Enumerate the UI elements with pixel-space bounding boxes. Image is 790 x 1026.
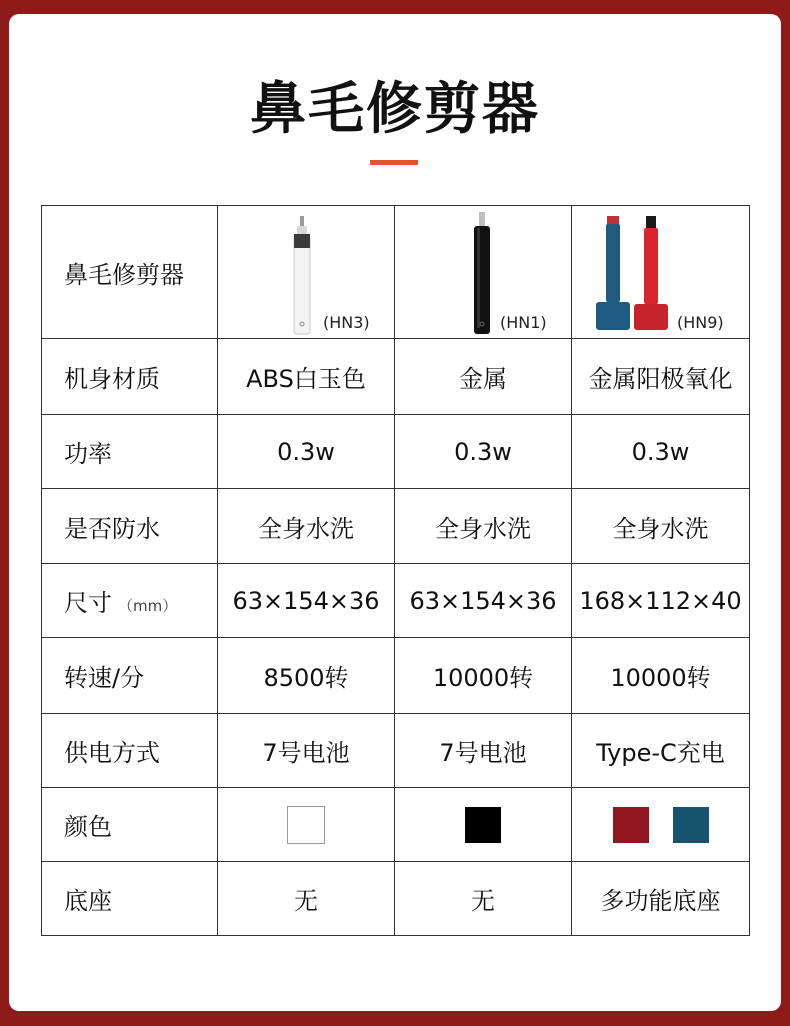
model-label-hn3: (HN3)	[323, 313, 370, 332]
value-cell: Type-C充电	[572, 714, 750, 788]
title-underline	[370, 160, 418, 165]
value-cell: 无	[218, 862, 395, 936]
color-swatch-white	[287, 806, 325, 844]
row-label-material: 机身材质	[42, 339, 218, 415]
table-row-header	[42, 206, 750, 339]
value-cell: 0.3w	[218, 415, 395, 489]
value-cell: 金属	[395, 339, 572, 415]
row-label-header: 鼻毛修剪器	[42, 206, 218, 339]
color-swatch-red	[613, 807, 649, 843]
value-cell: 10000转	[395, 638, 572, 714]
value-cell: 0.3w	[572, 415, 750, 489]
table-row-waterproof	[42, 489, 750, 564]
table-row-power-supply	[42, 714, 750, 788]
unit-label: （mm）	[118, 597, 178, 615]
value-cell: 金属阳极氧化	[572, 339, 750, 415]
table-row-speed	[42, 638, 750, 714]
color-swatch-black	[465, 807, 501, 843]
value-cell: 7号电池	[218, 714, 395, 788]
product-cell-hn9	[572, 206, 750, 339]
value-cell: 63×154×36	[218, 564, 395, 638]
value-cell: 全身水洗	[218, 489, 395, 564]
value-cell: 63×154×36	[395, 564, 572, 638]
color-cell	[395, 788, 572, 862]
value-cell: 7号电池	[395, 714, 572, 788]
row-label-size: 尺寸 （mm）	[42, 564, 218, 638]
row-label-base: 底座	[42, 862, 218, 936]
value-cell: 8500转	[218, 638, 395, 714]
value-cell: 10000转	[572, 638, 750, 714]
table-row-size	[42, 564, 750, 638]
product-cell-hn1	[395, 206, 572, 339]
color-cell	[572, 788, 750, 862]
row-label-power-supply: 供电方式	[42, 714, 218, 788]
table-row-base	[42, 862, 750, 936]
color-swatch-blue	[673, 807, 709, 843]
row-label-waterproof: 是否防水	[42, 489, 218, 564]
product-cell-hn3	[218, 206, 395, 339]
color-cell	[218, 788, 395, 862]
table-row-power	[42, 415, 750, 489]
value-cell: 0.3w	[395, 415, 572, 489]
value-cell: ABS白玉色	[218, 339, 395, 415]
row-label-power: 功率	[42, 415, 218, 489]
value-cell: 168×112×40	[572, 564, 750, 638]
model-label-hn1: (HN1)	[500, 313, 547, 332]
row-label-color: 颜色	[42, 788, 218, 862]
table-row-color	[42, 788, 750, 862]
value-cell: 全身水洗	[395, 489, 572, 564]
value-cell: 无	[395, 862, 572, 936]
page-title: 鼻毛修剪器	[250, 77, 540, 142]
value-cell: 全身水洗	[572, 489, 750, 564]
model-label-hn9: (HN9)	[677, 313, 724, 332]
row-label-speed: 转速/分	[42, 638, 218, 714]
table-row-material	[42, 339, 750, 415]
spec-table	[41, 205, 750, 936]
value-cell: 多功能底座	[572, 862, 750, 936]
